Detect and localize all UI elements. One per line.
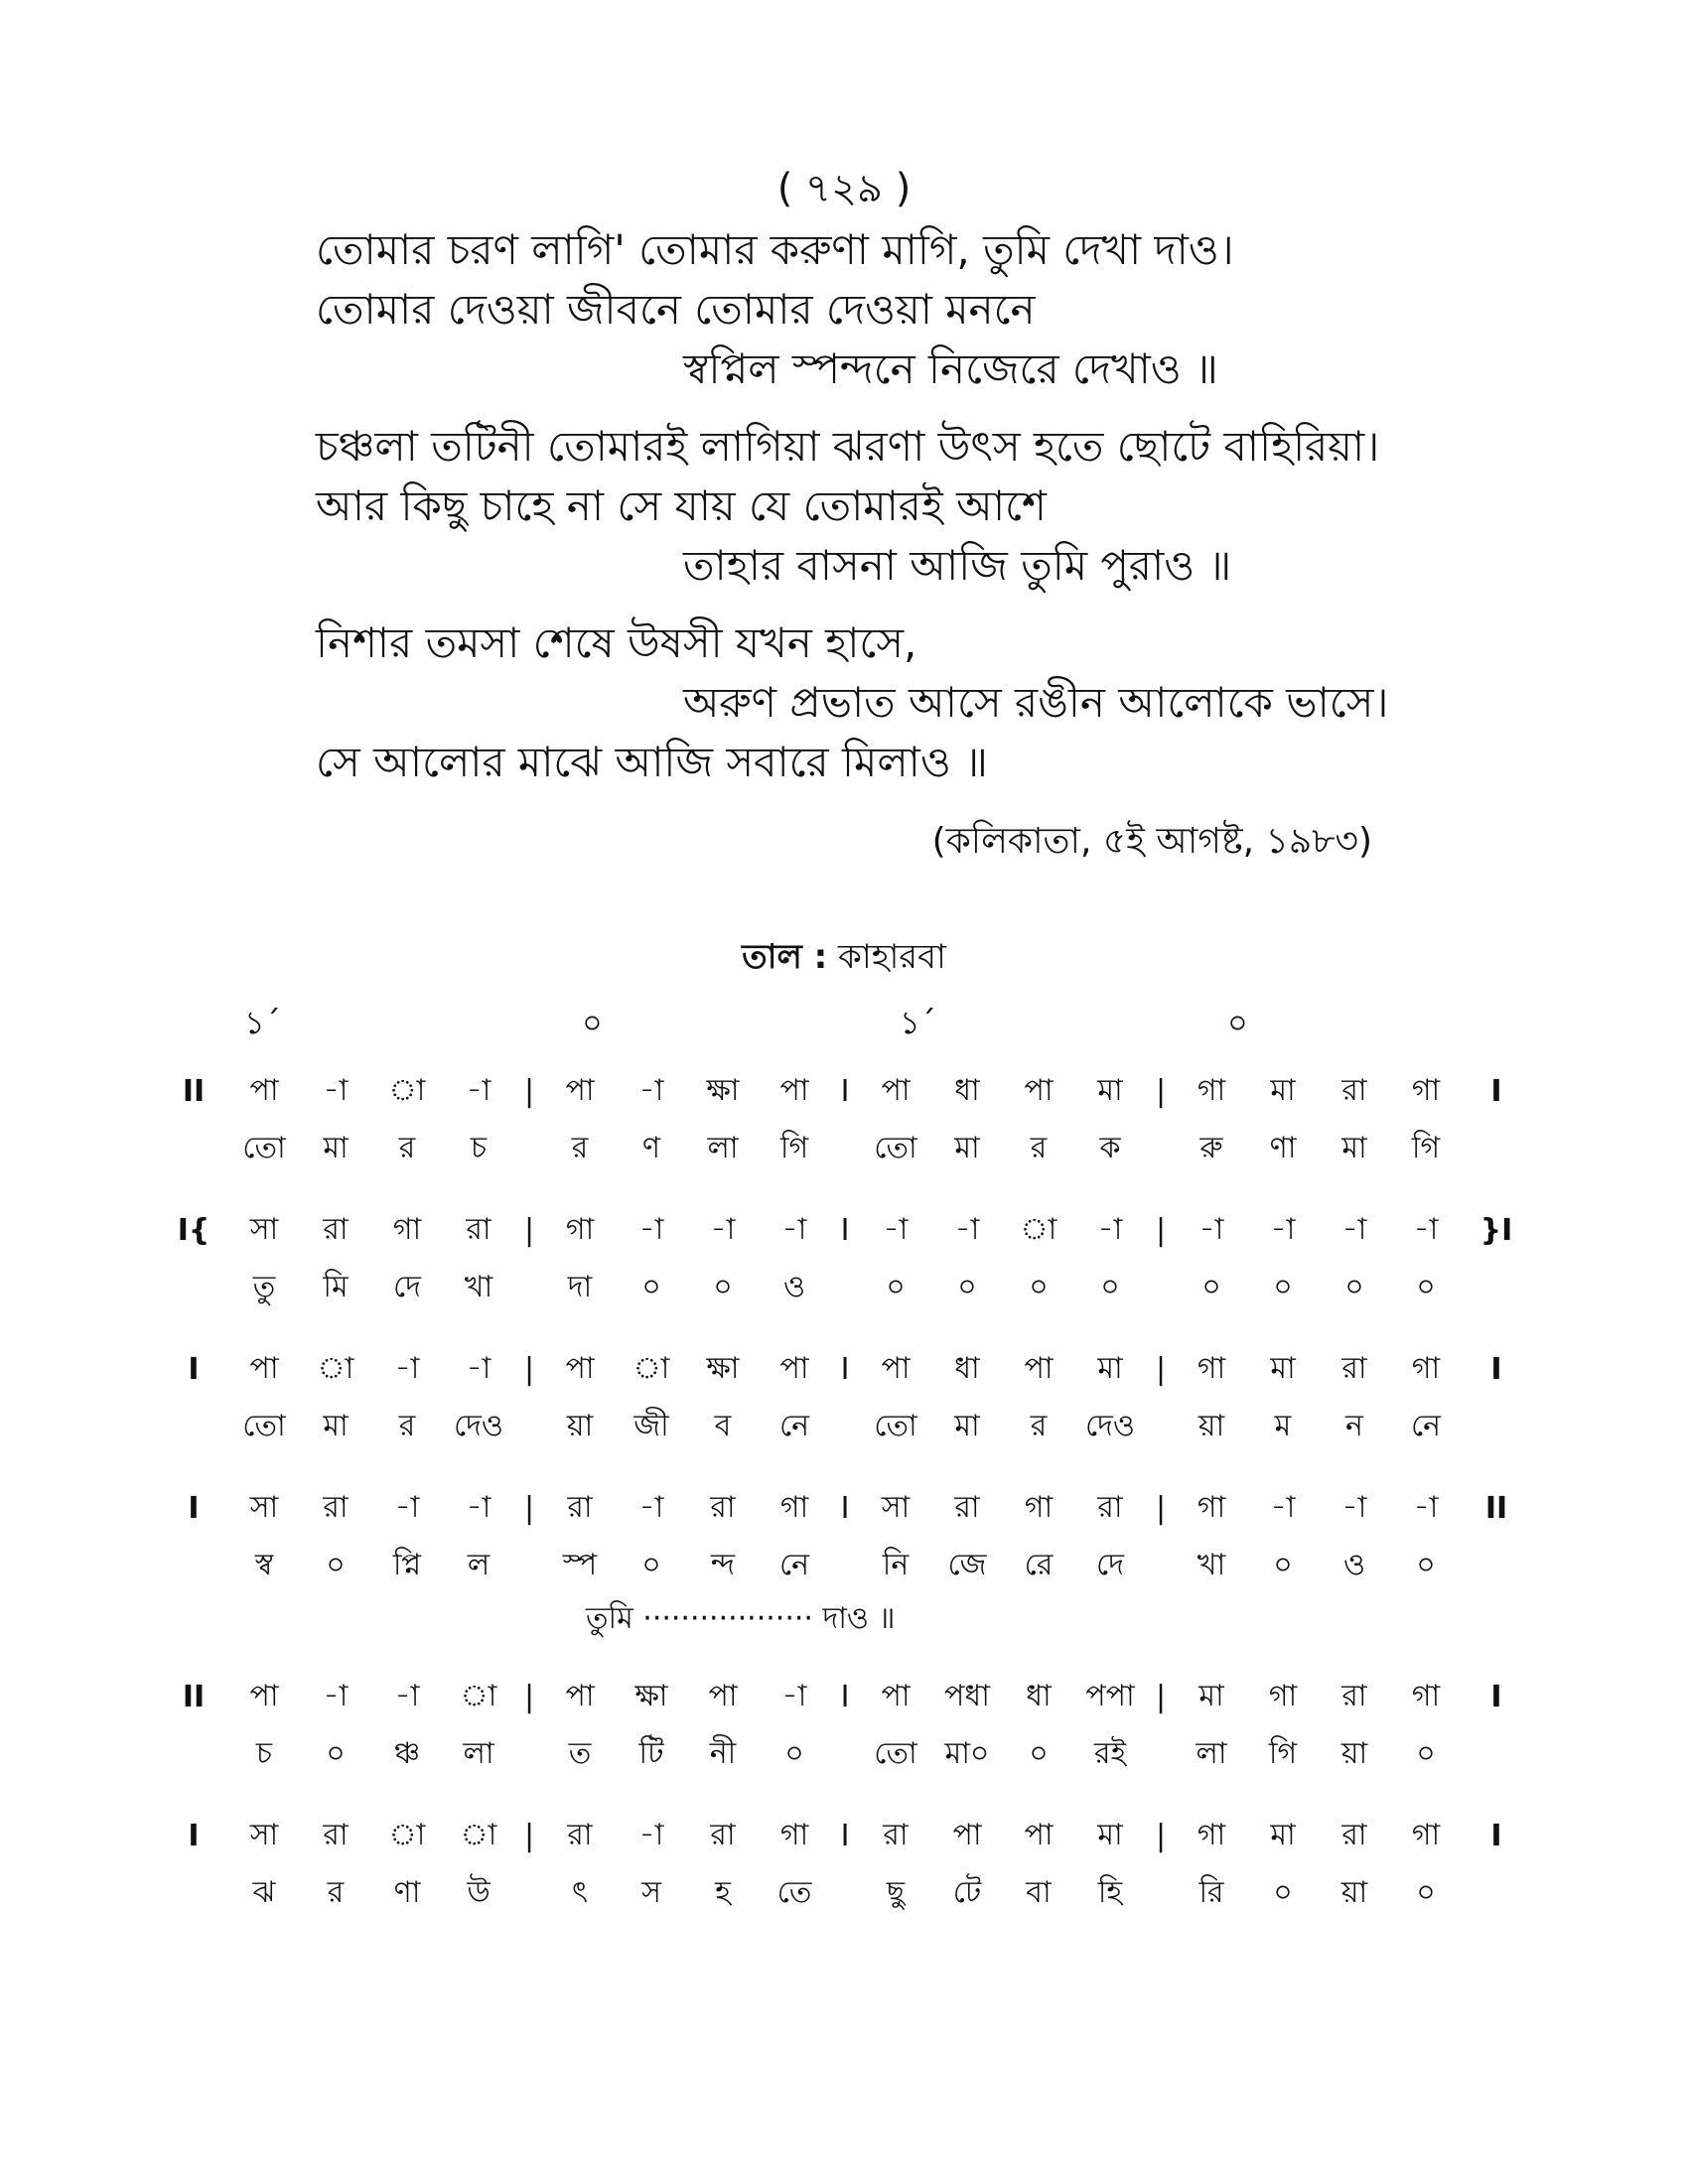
note: পা <box>249 1072 279 1108</box>
note: -া <box>466 1350 492 1386</box>
syllable: দে <box>1096 1547 1124 1582</box>
note: গা <box>779 1489 809 1525</box>
note: রা <box>710 1489 736 1525</box>
syllable: নী <box>709 1735 737 1771</box>
syllable: ও <box>1342 1547 1366 1582</box>
syllable: ০ <box>957 1269 977 1304</box>
note: -া <box>394 1350 420 1386</box>
note: রা <box>710 1817 736 1852</box>
syllable: মা <box>323 1130 349 1165</box>
notes-row <box>159 1201 1549 1259</box>
note: গা <box>1411 1350 1441 1386</box>
note: া <box>317 1350 354 1386</box>
syllable: স্ব <box>254 1547 274 1582</box>
syllable: ০ <box>641 1269 661 1304</box>
syllable: রু <box>1199 1130 1223 1165</box>
syllables-row <box>159 1537 1549 1594</box>
note: -া <box>638 1489 664 1525</box>
syllable: টি <box>638 1735 664 1771</box>
bar-line: I <box>840 1351 850 1387</box>
note: রা <box>1341 1817 1367 1852</box>
syllable: ০ <box>1273 1547 1293 1582</box>
note: গা <box>1196 1817 1226 1852</box>
syllable: গি <box>1268 1735 1298 1771</box>
note: গা <box>1196 1350 1226 1386</box>
notation <box>159 1062 1549 1946</box>
note: পা <box>1024 1072 1054 1108</box>
stanza <box>316 417 1428 596</box>
note: রা <box>1341 1072 1367 1108</box>
bar-line: | <box>1155 1490 1167 1526</box>
note: -া <box>781 1211 807 1247</box>
syllable: খা <box>464 1269 493 1304</box>
syllable: নে <box>1410 1408 1442 1443</box>
notation-block <box>159 1479 1549 1644</box>
note: মা <box>1270 1072 1296 1108</box>
bar-line: I <box>840 1490 850 1526</box>
syllables-row <box>159 1259 1549 1316</box>
tala-name: কাহারবা <box>838 937 946 977</box>
bar-line: | <box>523 1490 535 1526</box>
notes-row <box>159 1668 1549 1725</box>
note: া <box>633 1350 670 1386</box>
note: মা <box>1270 1817 1296 1852</box>
note: -া <box>1413 1211 1439 1247</box>
syllable: দা <box>567 1269 593 1304</box>
note: গা <box>1268 1678 1298 1713</box>
tala-header <box>0 931 1688 988</box>
note: া <box>460 1817 497 1852</box>
note: পধা <box>944 1678 990 1713</box>
note: -া <box>1270 1211 1296 1247</box>
syllable: ণা <box>1269 1130 1297 1165</box>
note: রা <box>323 1489 349 1525</box>
notation-block <box>159 1807 1549 1922</box>
bar-line: | <box>523 1073 535 1109</box>
note: মা <box>1198 1678 1224 1713</box>
note: -া <box>394 1489 420 1525</box>
page-number: ( ৭২৯ ) <box>776 166 912 211</box>
syllable: রই <box>1093 1735 1127 1771</box>
note: পা <box>708 1678 738 1713</box>
syllable: তো <box>242 1130 286 1165</box>
bar-line: | <box>523 1679 535 1714</box>
note: রা <box>323 1817 349 1852</box>
note: -া <box>466 1489 492 1525</box>
syllable: চ <box>470 1130 488 1165</box>
syllable: ০ <box>1344 1269 1364 1304</box>
note: সা <box>881 1489 911 1525</box>
lyric-line: সে আলোর মাঝে আজি সবারে মিলাও ॥ <box>316 738 988 786</box>
bar-line: I <box>840 1073 850 1109</box>
syllable: ০ <box>1416 1269 1436 1304</box>
note: রা <box>883 1817 909 1852</box>
note: পা <box>779 1072 809 1108</box>
notes-row <box>159 1807 1549 1864</box>
syllable: লা <box>463 1735 494 1771</box>
syllable: তো <box>242 1408 286 1443</box>
lyric-line: তাহার বাসনা আজি তুমি পুরাও ॥ <box>683 541 1232 590</box>
end-symbol: }I <box>1479 1212 1513 1248</box>
syllable: হি <box>1097 1874 1123 1910</box>
syllable: গি <box>1411 1130 1441 1165</box>
syllable: ণ <box>641 1130 661 1165</box>
syllable: ও <box>782 1269 806 1304</box>
syllable: দে <box>393 1269 421 1304</box>
end-symbol: I <box>1490 1073 1502 1109</box>
bar-line: I <box>840 1212 850 1248</box>
syllable: তু <box>252 1269 276 1304</box>
syllable: স্প <box>562 1547 598 1582</box>
refrain-note: তুমি ·················· দাও ॥ <box>586 1600 896 1636</box>
syllable: ০ <box>1416 1547 1436 1582</box>
note: গা <box>392 1211 422 1247</box>
note: রা <box>567 1817 593 1852</box>
lyrics <box>316 220 1428 810</box>
bar-line: | <box>1155 1351 1167 1387</box>
lyric-line: স্বপ্নিল স্পন্দনে নিজেরে দেখাও ॥ <box>683 344 1218 393</box>
note: -া <box>1097 1211 1123 1247</box>
note: ক্ষা <box>706 1072 740 1108</box>
syllable: ০ <box>1416 1735 1436 1771</box>
syllable: মা <box>954 1130 980 1165</box>
note: পা <box>1024 1817 1054 1852</box>
syllable: দেও <box>453 1408 503 1443</box>
note: গা <box>1196 1489 1226 1525</box>
note: পা <box>952 1817 982 1852</box>
notation-block <box>159 1668 1549 1783</box>
beat-mark: ০ <box>582 1004 603 1041</box>
syllables-row <box>159 1725 1549 1783</box>
note: পা <box>249 1678 279 1713</box>
lyric-line: চঞ্চলা তটিনী তোমারই লাগিয়া ঝরণা উৎস হতে ছোটে বাহিরিয়া। <box>316 422 1380 471</box>
lyric-line: তোমার চরণ লাগি' তোমার করুণা মাগি, তুমি দেখা দাও। <box>316 225 1234 274</box>
syllable: ০ <box>641 1547 661 1582</box>
attribution: (কলিকাতা, ৫ই আগষ্ট, ১৯৮৩) <box>931 821 1372 862</box>
end-symbol: I <box>1490 1679 1502 1714</box>
syllable: য়া <box>1197 1408 1225 1443</box>
note: পা <box>779 1350 809 1386</box>
end-symbol: I <box>1490 1351 1502 1387</box>
note: গা <box>779 1817 809 1852</box>
note: রা <box>1341 1350 1367 1386</box>
notation-block <box>159 1062 1549 1177</box>
note: পা <box>881 1072 911 1108</box>
syllable: ক <box>1099 1130 1121 1165</box>
syllable: র <box>1030 1408 1048 1443</box>
syllable: র <box>398 1130 416 1165</box>
syllable: ০ <box>1416 1874 1436 1910</box>
notes-row <box>159 1340 1549 1398</box>
note: সা <box>249 1817 279 1852</box>
syllable: নে <box>778 1547 810 1582</box>
syllable: খা <box>1196 1547 1226 1582</box>
beat-marks <box>0 998 1688 1041</box>
syllable: নে <box>778 1408 810 1443</box>
note: -া <box>638 1817 664 1852</box>
syllable: বা <box>1026 1874 1052 1910</box>
note: সা <box>249 1211 279 1247</box>
note: মা <box>1097 1350 1123 1386</box>
note: া <box>388 1072 426 1108</box>
note: পপা <box>1085 1678 1135 1713</box>
note: পা <box>881 1350 911 1386</box>
syllable: উ <box>467 1874 491 1910</box>
note: পা <box>881 1678 911 1713</box>
syllable: য়া <box>566 1408 594 1443</box>
note: পা <box>565 1678 595 1713</box>
syllable: টে <box>952 1874 982 1910</box>
syllable: ঞ্চ <box>393 1735 421 1771</box>
syllable: ০ <box>326 1547 346 1582</box>
syllable: মা <box>323 1408 349 1443</box>
syllable: স <box>641 1874 661 1910</box>
note: া <box>460 1678 497 1713</box>
syllable: মা <box>954 1408 980 1443</box>
note: রা <box>466 1211 492 1247</box>
syllable: ম <box>1274 1408 1292 1443</box>
syllable: য়া <box>1340 1874 1368 1910</box>
start-symbol: II <box>182 1073 206 1109</box>
syllable: ০ <box>1029 1735 1049 1771</box>
note: -া <box>1413 1489 1439 1525</box>
syllable: ০ <box>1029 1269 1049 1304</box>
note: পা <box>249 1350 279 1386</box>
syllable: র <box>398 1408 416 1443</box>
bar-line: | <box>1155 1212 1167 1248</box>
bar-line: | <box>1155 1073 1167 1109</box>
note: -া <box>1341 1211 1367 1247</box>
note: ক্ষা <box>706 1350 740 1386</box>
note: -া <box>323 1072 349 1108</box>
note: পা <box>565 1072 595 1108</box>
syllables-row <box>159 1120 1549 1177</box>
note: গা <box>1411 1072 1441 1108</box>
syllable: তে <box>776 1874 812 1910</box>
syllable: ছু <box>886 1874 906 1910</box>
note: -া <box>1341 1489 1367 1525</box>
syllable: প্নি <box>392 1547 422 1582</box>
syllable: দেও <box>1084 1408 1135 1443</box>
end-symbol: I <box>1490 1818 1502 1853</box>
syllable: র <box>571 1130 589 1165</box>
syllable: ০ <box>886 1269 906 1304</box>
note: ধা <box>954 1072 980 1108</box>
syllable: য়া <box>1340 1735 1368 1771</box>
note: রা <box>954 1489 980 1525</box>
end-symbol: II <box>1484 1490 1508 1526</box>
bar-line: | <box>523 1818 535 1853</box>
syllable: তো <box>874 1735 917 1771</box>
syllable: হ <box>715 1874 731 1910</box>
syllable: মা০ <box>944 1735 990 1771</box>
note: সা <box>249 1489 279 1525</box>
bar-line: | <box>523 1351 535 1387</box>
notes-row <box>159 1062 1549 1120</box>
syllable: ৎ <box>571 1874 589 1910</box>
note: -া <box>1198 1211 1224 1247</box>
syllable: র <box>1030 1130 1048 1165</box>
note: -া <box>710 1211 736 1247</box>
note: ধা <box>1026 1678 1052 1713</box>
note: রা <box>567 1489 593 1525</box>
syllable: গি <box>779 1130 809 1165</box>
syllable: মি <box>323 1269 349 1304</box>
note: -া <box>638 1072 664 1108</box>
note: পা <box>1024 1350 1054 1386</box>
note: মা <box>1097 1817 1123 1852</box>
notation-block <box>159 1340 1549 1455</box>
bar-line: I <box>840 1679 850 1714</box>
syllable: রে <box>1024 1547 1054 1582</box>
start-symbol: I <box>188 1818 200 1853</box>
syllable: ০ <box>326 1735 346 1771</box>
syllable: ঝ <box>252 1874 276 1910</box>
note: -া <box>1270 1489 1296 1525</box>
note: মা <box>1097 1072 1123 1108</box>
notes-row <box>159 1479 1549 1537</box>
note: -া <box>883 1211 909 1247</box>
note: -া <box>954 1211 980 1247</box>
syllable: ০ <box>1273 1269 1293 1304</box>
note: -া <box>323 1678 349 1713</box>
beat-mark: ১´ <box>900 1004 936 1041</box>
syllable: চ <box>255 1735 273 1771</box>
syllable: তো <box>874 1408 917 1443</box>
syllable: ত <box>568 1735 592 1771</box>
syllable: ন <box>1345 1408 1363 1443</box>
syllable: জে <box>947 1547 987 1582</box>
syllable: ০ <box>1100 1269 1120 1304</box>
syllable: ০ <box>1273 1874 1293 1910</box>
beat-mark: ০ <box>1227 1004 1248 1041</box>
note: -া <box>466 1072 492 1108</box>
bar-line: | <box>523 1212 535 1248</box>
start-symbol: I <box>188 1490 200 1526</box>
note: গা <box>1411 1678 1441 1713</box>
syllables-row <box>159 1398 1549 1455</box>
note: -া <box>638 1211 664 1247</box>
syllable: নি <box>882 1547 910 1582</box>
bar-line: I <box>840 1818 850 1853</box>
syllable: তো <box>874 1130 917 1165</box>
note: রা <box>1097 1489 1123 1525</box>
notation-block <box>159 1201 1549 1316</box>
syllables-row <box>159 1864 1549 1922</box>
note: ক্ষা <box>634 1678 668 1713</box>
syllable: ০ <box>1201 1269 1221 1304</box>
lyric-line: আর কিছু চাহে না সে যায় যে তোমারই আশে <box>316 481 1047 530</box>
bar-line: | <box>1155 1679 1167 1714</box>
syllable: ০ <box>784 1735 804 1771</box>
note: গা <box>1024 1489 1054 1525</box>
note: া <box>388 1817 426 1852</box>
start-symbol: II <box>182 1679 206 1714</box>
tala-label: তাল : <box>742 937 828 977</box>
bar-line: | <box>1155 1818 1167 1853</box>
beat-mark: ১´ <box>244 1004 281 1041</box>
syllable: মা <box>1341 1130 1367 1165</box>
syllable: রি <box>1198 1874 1224 1910</box>
start-symbol: I <box>188 1351 200 1387</box>
syllable: ন্দ <box>710 1547 736 1582</box>
start-symbol: I{ <box>177 1212 211 1248</box>
syllable: ০ <box>713 1269 733 1304</box>
note: গা <box>1196 1072 1226 1108</box>
note: া <box>1020 1211 1057 1247</box>
syllable: ণা <box>393 1874 421 1910</box>
lyric-line: তোমার দেওয়া জীবনে তোমার দেওয়া মননে <box>316 285 1036 334</box>
stanza <box>316 614 1428 792</box>
note: -া <box>781 1678 807 1713</box>
lyric-line: অরুণ প্রভাত আসে রঙীন আলোকে ভাসে। <box>683 678 1389 727</box>
note: রা <box>1341 1678 1367 1713</box>
stanza <box>316 220 1428 399</box>
note: গা <box>565 1211 595 1247</box>
note: ধা <box>954 1350 980 1386</box>
note: মা <box>1270 1350 1296 1386</box>
syllable: র <box>327 1874 345 1910</box>
note: রা <box>323 1211 349 1247</box>
syllable: লা <box>707 1130 739 1165</box>
syllable: লা <box>1196 1735 1227 1771</box>
lyric-line: নিশার তমসা শেষে উষসী যখন হাসে, <box>316 618 917 667</box>
note: -া <box>394 1678 420 1713</box>
syllable: ল <box>467 1547 491 1582</box>
syllable: জী <box>633 1408 669 1443</box>
note: পা <box>565 1350 595 1386</box>
note: গা <box>1411 1817 1441 1852</box>
syllable: ব <box>714 1408 732 1443</box>
